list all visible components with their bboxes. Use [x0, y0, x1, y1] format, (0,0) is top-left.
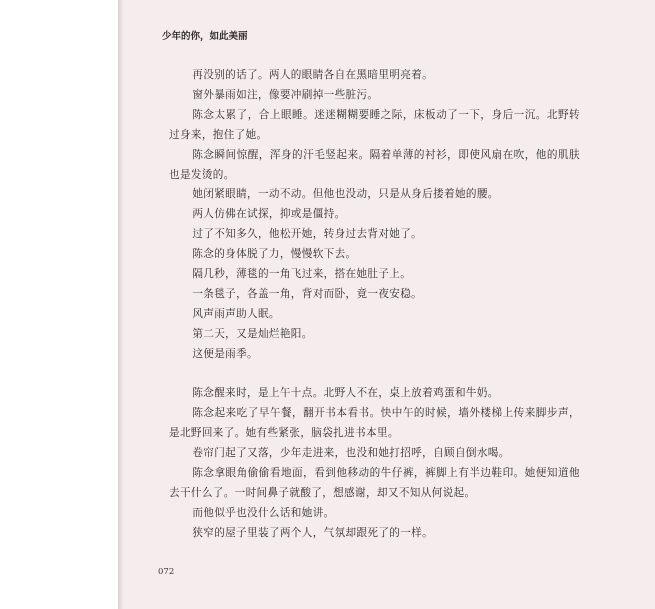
body-text — [169, 66, 580, 544]
paragraph: 陈念瞬间惊醒，浑身的汗毛竖起来。隔着单薄的衬衫，即使风扇在吹，他的肌肤也是发烫的。 — [169, 148, 580, 181]
paragraph: 再没别的话了。两人的眼睛各自在黑暗里明亮着。 — [192, 69, 434, 81]
paragraph: 一条毯子，各盖一角，背对而卧，竟一夜安稳。 — [192, 287, 423, 300]
paragraph: 而他似乎也没什么话和她讲。 — [192, 506, 335, 519]
paragraph: 陈念醒来时，是上午十点。北野人不在，桌上放着鸡蛋和牛奶。 — [192, 387, 499, 400]
paragraph: 陈念拿眼角偷偷看地面，看到他移动的牛仔裤，裤脚上有半边鞋印。她便知道他去干什么了。一时间鼻子就酸了，想感谢，却又不知从何说起。 — [169, 467, 580, 500]
paragraph: 风声雨声助人眠。 — [192, 307, 280, 320]
running-header: 少年的你，如此美丽 — [162, 31, 248, 42]
paragraph: 隔几秒，薄毯的一角飞过来，搭在她肚子上。 — [192, 268, 412, 281]
paragraph: 窗外暴雨如注，像要冲刷掉一些脏污。 — [192, 88, 379, 101]
paragraph: 陈念太累了，合上眼睡。迷迷糊糊要睡之际，床板动了一下，身后一沉。北野转过身来，抱住了她。 — [169, 108, 580, 141]
paragraph: 两人仿佛在试探，抑或是僵持。 — [192, 208, 346, 221]
paragraph: 狭窄的屋子里装了两个人，气氛却跟死了的一样。 — [192, 526, 434, 539]
paragraph: 这便是雨季。 — [192, 347, 258, 360]
paragraph: 她闭紧眼睛，一动不动。但他也没动，只是从身后搂着她的腰。 — [192, 188, 499, 201]
paragraph: 第二天，又是灿烂艳阳。 — [192, 327, 313, 340]
paragraph: 陈念起来吃了早午餐，翻开书本看书。快中午的时候，墙外楼梯上传来脚步声，是北野回来了。她有些紧张，脑袋扎进书本里。 — [169, 407, 580, 440]
book-page — [118, 0, 655, 609]
paragraph: 陈念的身体脱了力，慢慢软下去。 — [192, 248, 357, 261]
paragraph: 过了不知多久，他松开她，转身过去背对她了。 — [192, 228, 423, 241]
page-number: 072 — [158, 567, 175, 577]
paragraph: 卷帘门起了又落，少年走进来，也没和她打招呼，自顾自倒水喝。 — [192, 447, 510, 460]
